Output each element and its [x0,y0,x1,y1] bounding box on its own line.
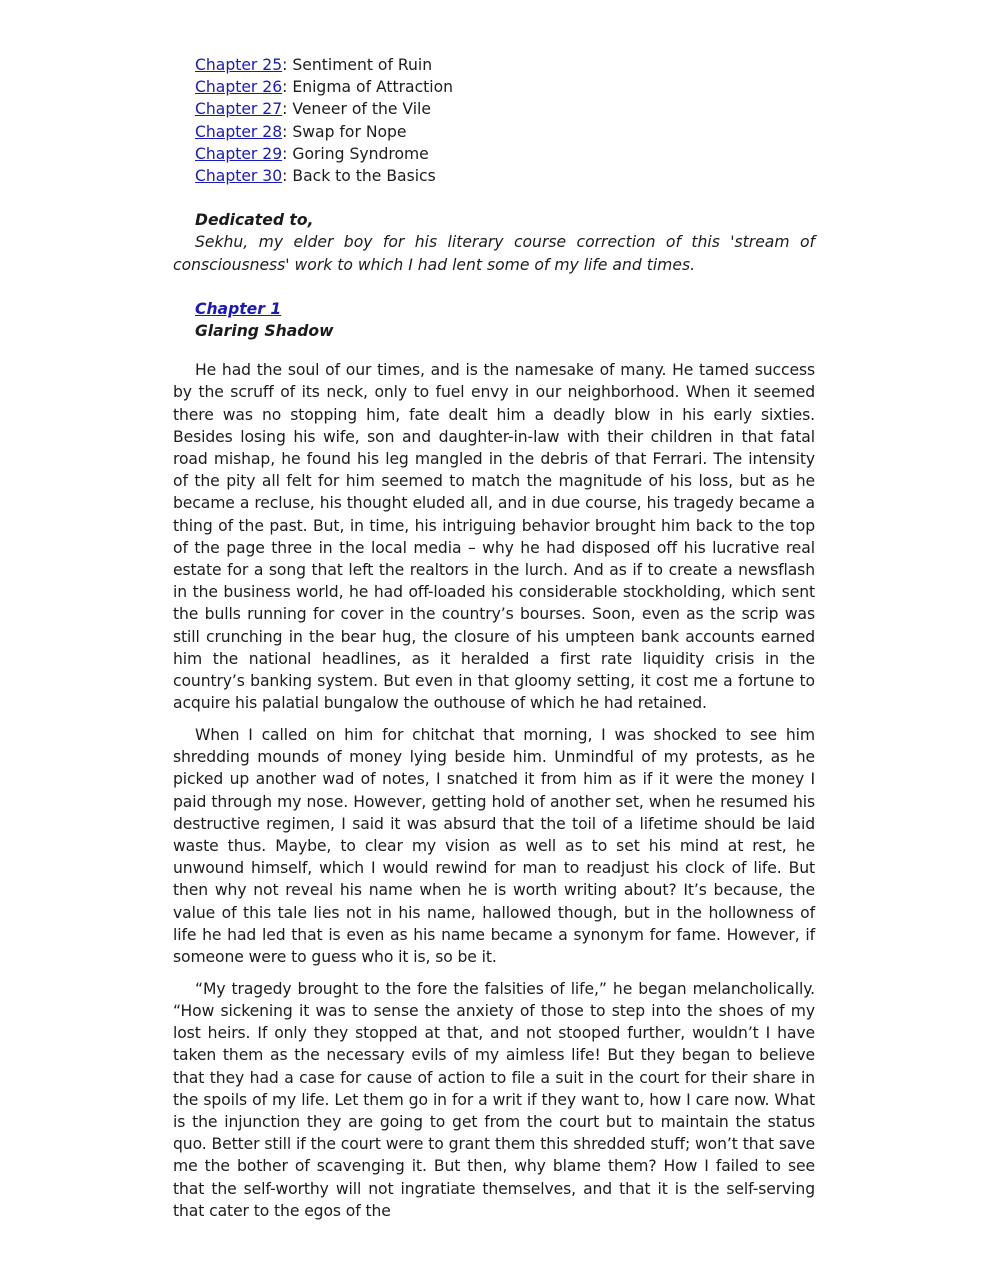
toc-link-chapter-30[interactable]: Chapter 30 [195,167,283,186]
toc-title: : Sentiment of Ruin [282,56,433,74]
toc-title: : Enigma of Attraction [282,78,454,97]
document-page [173,54,815,1231]
dedication-heading: Dedicated to, [195,211,314,230]
toc-link-chapter-25[interactable]: Chapter 25 [195,56,283,74]
toc-link-chapter-26[interactable]: Chapter 26 [195,78,283,97]
chapter-body [173,359,815,1222]
toc-item-chapter-26 [195,76,815,98]
toc-item-chapter-25 [195,54,815,76]
toc-item-chapter-27 [195,98,815,120]
dedication [173,209,815,276]
toc-title: : Goring Syndrome [282,144,429,163]
body-paragraph: He had the soul of our times, and is the namesake of many. He tamed success by the scruff of its neck, only to fuel envy in our neighborhood. When it seemed there was no stopping him, fate dealt him a deadly blow in his early sixties. Besides losing his wife, son and daughter-in-law with their children in that fatal road mishap, he found his leg mangled in the debris of that Ferrari. The intensity of the pity all felt for him seemed to match the magnitude of his loss, but as he became a recluse, his thought eluded all, and in due course, his tragedy became a thing of the past. But, in time, his intriguing behavior brought him back to the top of the page three in the local media – why he had disposed off his lucrative real estate for a song that left the realtors in the lurch. And as if to create a newsflash in the business world, he had off-loaded his considerable stockholding, which sent the bulls running for cover in the country’s bourses. Soon, even as the scrip was still crunching in the bear hug, the closure of his umpteen bank accounts earned him the national headlines, as it heralded a first rate liquidity crisis in the country’s banking system. But even in that gloomy setting, it cost me a fortune to acquire his palatial bungalow the outhouse of which he had retained. [173,361,815,713]
chapter-heading [195,298,815,342]
toc-title: : Swap for Nope [282,122,407,141]
chapter-link[interactable]: Chapter 1 [195,299,282,318]
toc-item-chapter-28 [195,121,815,143]
toc-link-chapter-29[interactable]: Chapter 29 [195,144,283,163]
toc-item-chapter-29 [195,143,815,165]
toc-link-chapter-28[interactable]: Chapter 28 [195,122,283,141]
toc-title: : Back to the Basics [282,167,436,186]
table-of-contents [195,54,815,187]
toc-item-chapter-30 [195,165,815,187]
body-paragraph: “My tragedy brought to the fore the falsities of life,” he began melancholically. “How sickening it was to sense the anxiety of those to step into the shoes of my lost heirs. If only they stopped at that, and not stooped further, wouldn’t I have taken them as the necessary evils of my aimless life! But they began to believe that they had a case for cause of action to file a suit in the court for their share in the spoils of my life. Let them go in for a writ if they want to, how I care now. What is the injunction they are going to get from the court but to maintain the status quo. Better still if the court were to grant them this shredded stuff; won’t that save me the bother of scavenging it. But then, why blame them? How I failed to see that the self-worthy will not ingratiate themselves, and that it is the self-serving that cater to the egos of the [173,979,815,1220]
toc-link-chapter-27[interactable]: Chapter 27 [195,100,283,119]
chapter-title: Glaring Shadow [195,322,334,341]
toc-title: : Veneer of the Vile [282,100,431,119]
dedication-text: Sekhu, my elder boy for his literary course correction of this 'stream of consciousness' work to which I had lent some of my life and times. [173,233,815,274]
body-paragraph: When I called on him for chitchat that morning, I was shocked to see him shredding mounds of money lying beside him. Unmindful of my protests, as he picked up another wad of notes, I snatched it from him as if it were the money I paid through my nose. However, getting hold of another set, when he resumed his destructive regimen, I said it was absurd that the toil of a lifetime should be laid waste thus. Maybe, to clear my vision as well as to set his mind at rest, he unwound himself, which I would rewind for man to readjust his clock of life. But then why not reveal his name when he is worth writing about? It’s because, the value of this tale lies not in his name, hallowed though, but in the hollowness of life he had led that is even as his name became a synonym for fame. However, if someone were to guess who it is, so be it. [173,725,815,967]
